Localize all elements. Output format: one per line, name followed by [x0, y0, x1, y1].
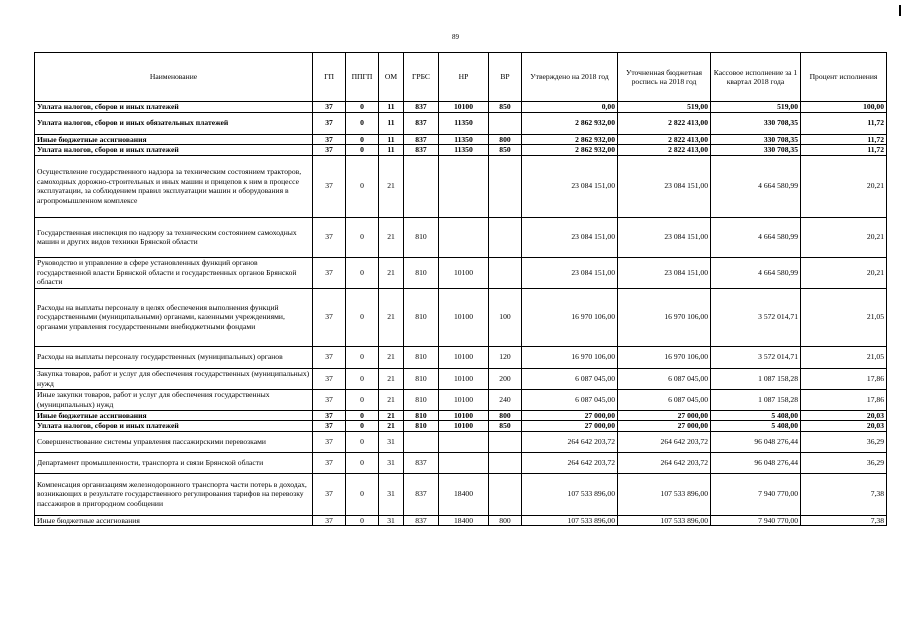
cell-grbs: [404, 155, 439, 217]
cell-vr: 800: [489, 515, 522, 526]
cell-approved: 264 642 203,72: [522, 431, 618, 452]
cell-refined: 16 970 106,00: [618, 288, 711, 346]
header-percent: Процент исполнения: [801, 53, 887, 102]
cell-cash: 96 048 276,44: [711, 452, 801, 473]
cell-refined: 16 970 106,00: [618, 346, 711, 368]
cell-vr: 200: [489, 368, 522, 389]
cell-percent: 20,21: [801, 155, 887, 217]
cell-cash: 330 708,35: [711, 112, 801, 134]
cell-om: 21: [379, 155, 404, 217]
cell-ppgp: 0: [346, 134, 379, 145]
cell-grbs: 837: [404, 145, 439, 156]
cell-om: 21: [379, 410, 404, 421]
cell-name: Расходы на выплаты персоналу государственных (муниципальных) органов: [35, 346, 313, 368]
table-row: [35, 134, 887, 145]
cell-om: 21: [379, 288, 404, 346]
cell-nr: 10100: [439, 421, 489, 432]
table-header-row: [35, 53, 887, 102]
cell-gp: 37: [313, 431, 346, 452]
cell-approved: 23 084 151,00: [522, 257, 618, 288]
cell-ppgp: 0: [346, 257, 379, 288]
cell-grbs: 810: [404, 421, 439, 432]
cell-name: Компенсация организациям железнодорожного транспорта части потерь в доходах, возникающих в результате государственного регулирования тарифов на перевозку пассажиров в пригородном сообщении: [35, 473, 313, 515]
cell-approved: 2 862 932,00: [522, 134, 618, 145]
cell-grbs: 810: [404, 257, 439, 288]
cell-om: 31: [379, 431, 404, 452]
cell-gp: 37: [313, 389, 346, 410]
cell-ppgp: 0: [346, 368, 379, 389]
cell-gp: 37: [313, 421, 346, 432]
cell-ppgp: 0: [346, 217, 379, 257]
cell-approved: 23 084 151,00: [522, 155, 618, 217]
cell-name: Иные бюджетные ассигнования: [35, 134, 313, 145]
table-row: [35, 473, 887, 515]
cell-approved: 107 533 896,00: [522, 515, 618, 526]
cell-gp: 37: [313, 257, 346, 288]
cell-gp: 37: [313, 368, 346, 389]
cell-grbs: 837: [404, 112, 439, 134]
table-row: [35, 410, 887, 421]
cell-percent: 11,72: [801, 112, 887, 134]
cell-cash: 5 408,00: [711, 421, 801, 432]
cell-grbs: 837: [404, 473, 439, 515]
cell-cash: 7 940 770,00: [711, 473, 801, 515]
cell-percent: 17,86: [801, 368, 887, 389]
cell-approved: 23 084 151,00: [522, 217, 618, 257]
cell-cash: 1 087 158,28: [711, 368, 801, 389]
cell-nr: 10100: [439, 102, 489, 113]
cell-vr: 800: [489, 410, 522, 421]
cell-name: Уплата налогов, сборов и иных платежей: [35, 421, 313, 432]
table-row: [35, 102, 887, 113]
cell-name: Расходы на выплаты персоналу в целях обеспечения выполнения функций государственными (муниципальными) органами, казенными учреждениями, органами управления государственными внебюджетными фондами: [35, 288, 313, 346]
cell-ppgp: 0: [346, 515, 379, 526]
cell-ppgp: 0: [346, 473, 379, 515]
cell-percent: 20,21: [801, 217, 887, 257]
cell-approved: 27 000,00: [522, 421, 618, 432]
cell-nr: [439, 431, 489, 452]
cell-cash: 1 087 158,28: [711, 389, 801, 410]
cell-vr: [489, 257, 522, 288]
cell-name: Осуществление государственного надзора за техническим состоянием тракторов, самоходных дорожно-строительных и иных машин и прицепов к ним в процессе эксплуатации, за соблюдением правил эксплуатации машин и оборудования в агропромышленном комплексе: [35, 155, 313, 217]
cell-nr: 10100: [439, 288, 489, 346]
cell-gp: 37: [313, 452, 346, 473]
cell-grbs: 810: [404, 410, 439, 421]
cell-percent: 20,21: [801, 257, 887, 288]
cell-nr: 11350: [439, 112, 489, 134]
cell-om: 21: [379, 257, 404, 288]
cell-ppgp: 0: [346, 421, 379, 432]
cell-gp: 37: [313, 112, 346, 134]
cell-grbs: 810: [404, 389, 439, 410]
cell-om: 21: [379, 368, 404, 389]
cell-nr: [439, 155, 489, 217]
cell-nr: 18400: [439, 515, 489, 526]
cell-gp: 37: [313, 102, 346, 113]
cell-vr: [489, 452, 522, 473]
table-row: [35, 389, 887, 410]
cell-nr: 11350: [439, 145, 489, 156]
cell-refined: 6 087 045,00: [618, 389, 711, 410]
cell-vr: 800: [489, 134, 522, 145]
cell-gp: 37: [313, 145, 346, 156]
cell-name: Иные закупки товаров, работ и услуг для обеспечения государственных (муниципальных) нужд: [35, 389, 313, 410]
cell-vr: [489, 217, 522, 257]
cell-cash: 4 664 580,99: [711, 155, 801, 217]
cell-cash: 330 708,35: [711, 134, 801, 145]
cell-refined: 107 533 896,00: [618, 473, 711, 515]
cell-vr: 850: [489, 145, 522, 156]
header-cash: Кассовое исполнение за 1 квартал 2018 года: [711, 53, 801, 102]
header-name: Наименование: [35, 53, 313, 102]
cell-grbs: 837: [404, 102, 439, 113]
header-grbs: ГРБС: [404, 53, 439, 102]
cell-percent: 11,72: [801, 145, 887, 156]
table-row: [35, 346, 887, 368]
page-number: 89: [452, 33, 459, 41]
cell-vr: 100: [489, 288, 522, 346]
cell-om: 11: [379, 112, 404, 134]
cell-approved: 2 862 932,00: [522, 145, 618, 156]
cell-ppgp: 0: [346, 288, 379, 346]
cell-gp: 37: [313, 346, 346, 368]
cell-ppgp: 0: [346, 452, 379, 473]
cell-percent: 7,38: [801, 473, 887, 515]
cell-approved: 0,00: [522, 102, 618, 113]
cell-nr: 18400: [439, 473, 489, 515]
cell-grbs: 810: [404, 288, 439, 346]
cell-ppgp: 0: [346, 112, 379, 134]
cell-nr: [439, 217, 489, 257]
cell-vr: 850: [489, 421, 522, 432]
cell-om: 11: [379, 102, 404, 113]
table-row: [35, 112, 887, 134]
cell-refined: 107 533 896,00: [618, 515, 711, 526]
cell-grbs: [404, 431, 439, 452]
cell-percent: 36,29: [801, 431, 887, 452]
cell-cash: 519,00: [711, 102, 801, 113]
cell-name: Уплата налогов, сборов и иных платежей: [35, 145, 313, 156]
cell-ppgp: 0: [346, 145, 379, 156]
header-gp: ГП: [313, 53, 346, 102]
cell-om: 31: [379, 452, 404, 473]
cell-nr: 10100: [439, 368, 489, 389]
table-row: [35, 257, 887, 288]
cell-cash: 4 664 580,99: [711, 217, 801, 257]
cell-refined: 27 000,00: [618, 421, 711, 432]
cell-nr: 10100: [439, 346, 489, 368]
cell-percent: 17,86: [801, 389, 887, 410]
cell-nr: [439, 452, 489, 473]
header-approved: Утверждено на 2018 год: [522, 53, 618, 102]
table-row: [35, 217, 887, 257]
cell-gp: 37: [313, 288, 346, 346]
table-row: [35, 155, 887, 217]
cell-vr: [489, 112, 522, 134]
cell-percent: 21,05: [801, 346, 887, 368]
cell-percent: 21,05: [801, 288, 887, 346]
header-nr: НР: [439, 53, 489, 102]
cell-name: Совершенствование системы управления пассажирскими перевозками: [35, 431, 313, 452]
cell-gp: 37: [313, 134, 346, 145]
cell-approved: 264 642 203,72: [522, 452, 618, 473]
header-om: ОМ: [379, 53, 404, 102]
cell-grbs: 810: [404, 346, 439, 368]
cell-approved: 6 087 045,00: [522, 368, 618, 389]
cell-name: Уплата налогов, сборов и иных обязательных платежей: [35, 112, 313, 134]
cell-cash: 5 408,00: [711, 410, 801, 421]
cell-percent: 7,38: [801, 515, 887, 526]
header-refined: Уточненная бюджетная роспись на 2018 год: [618, 53, 711, 102]
cell-gp: 37: [313, 217, 346, 257]
cell-nr: 11350: [439, 134, 489, 145]
table-row: [35, 145, 887, 156]
cell-percent: 100,00: [801, 102, 887, 113]
cell-cash: 3 572 014,71: [711, 288, 801, 346]
cell-cash: 330 708,35: [711, 145, 801, 156]
cell-refined: 2 822 413,00: [618, 134, 711, 145]
cell-vr: [489, 473, 522, 515]
cell-refined: 23 084 151,00: [618, 217, 711, 257]
cell-refined: 264 642 203,72: [618, 431, 711, 452]
table-row: [35, 431, 887, 452]
cell-vr: 120: [489, 346, 522, 368]
cell-cash: 4 664 580,99: [711, 257, 801, 288]
cell-om: 31: [379, 515, 404, 526]
cell-percent: 20,03: [801, 421, 887, 432]
cell-gp: 37: [313, 410, 346, 421]
budget-table: [34, 52, 887, 526]
cell-grbs: 837: [404, 134, 439, 145]
cell-name: Департамент промышленности, транспорта и связи Брянской области: [35, 452, 313, 473]
cell-vr: [489, 155, 522, 217]
cell-approved: 16 970 106,00: [522, 288, 618, 346]
cell-nr: 10100: [439, 410, 489, 421]
cell-ppgp: 0: [346, 155, 379, 217]
cell-approved: 2 862 932,00: [522, 112, 618, 134]
cell-refined: 23 084 151,00: [618, 257, 711, 288]
cell-om: 21: [379, 389, 404, 410]
header-vr: ВР: [489, 53, 522, 102]
cell-grbs: 837: [404, 515, 439, 526]
cell-refined: 519,00: [618, 102, 711, 113]
table-row: [35, 288, 887, 346]
cell-grbs: 810: [404, 368, 439, 389]
cell-om: 21: [379, 421, 404, 432]
cell-cash: 96 048 276,44: [711, 431, 801, 452]
cell-nr: 10100: [439, 389, 489, 410]
cell-name: Руководство и управление в сфере установленных функций органов государственной власти Брянской области и государственных органов Брянской области: [35, 257, 313, 288]
cell-approved: 107 533 896,00: [522, 473, 618, 515]
cell-refined: 2 822 413,00: [618, 112, 711, 134]
cell-om: 11: [379, 145, 404, 156]
cell-cash: 7 940 770,00: [711, 515, 801, 526]
cell-vr: [489, 431, 522, 452]
cell-grbs: 837: [404, 452, 439, 473]
cell-gp: 37: [313, 473, 346, 515]
cell-refined: 27 000,00: [618, 410, 711, 421]
cell-om: 11: [379, 134, 404, 145]
cell-approved: 6 087 045,00: [522, 389, 618, 410]
cell-ppgp: 0: [346, 410, 379, 421]
cell-om: 31: [379, 473, 404, 515]
cell-ppgp: 0: [346, 102, 379, 113]
cell-approved: 27 000,00: [522, 410, 618, 421]
table-row: [35, 368, 887, 389]
cell-gp: 37: [313, 515, 346, 526]
table-row: [35, 515, 887, 526]
cell-name: Закупка товаров, работ и услуг для обеспечения государственных (муниципальных) нужд: [35, 368, 313, 389]
header-ppgp: ППГП: [346, 53, 379, 102]
cell-refined: 264 642 203,72: [618, 452, 711, 473]
cell-name: Государственная инспекция по надзору за техническим состоянием самоходных машин и других видов техники Брянской области: [35, 217, 313, 257]
cell-vr: 240: [489, 389, 522, 410]
cell-ppgp: 0: [346, 431, 379, 452]
cell-ppgp: 0: [346, 346, 379, 368]
cell-refined: 23 084 151,00: [618, 155, 711, 217]
cell-om: 21: [379, 217, 404, 257]
cell-percent: 36,29: [801, 452, 887, 473]
cell-name: Иные бюджетные ассигнования: [35, 410, 313, 421]
cell-om: 21: [379, 346, 404, 368]
cell-name: Иные бюджетные ассигнования: [35, 515, 313, 526]
table-row: [35, 421, 887, 432]
cell-percent: 20,03: [801, 410, 887, 421]
table-row: [35, 452, 887, 473]
cell-nr: 10100: [439, 257, 489, 288]
cell-grbs: 810: [404, 217, 439, 257]
cell-approved: 16 970 106,00: [522, 346, 618, 368]
cell-refined: 6 087 045,00: [618, 368, 711, 389]
cell-refined: 2 822 413,00: [618, 145, 711, 156]
cell-cash: 3 572 014,71: [711, 346, 801, 368]
scan-edge-mark: [899, 5, 901, 16]
cell-ppgp: 0: [346, 389, 379, 410]
cell-percent: 11,72: [801, 134, 887, 145]
cell-vr: 850: [489, 102, 522, 113]
cell-gp: 37: [313, 155, 346, 217]
cell-name: Уплата налогов, сборов и иных платежей: [35, 102, 313, 113]
